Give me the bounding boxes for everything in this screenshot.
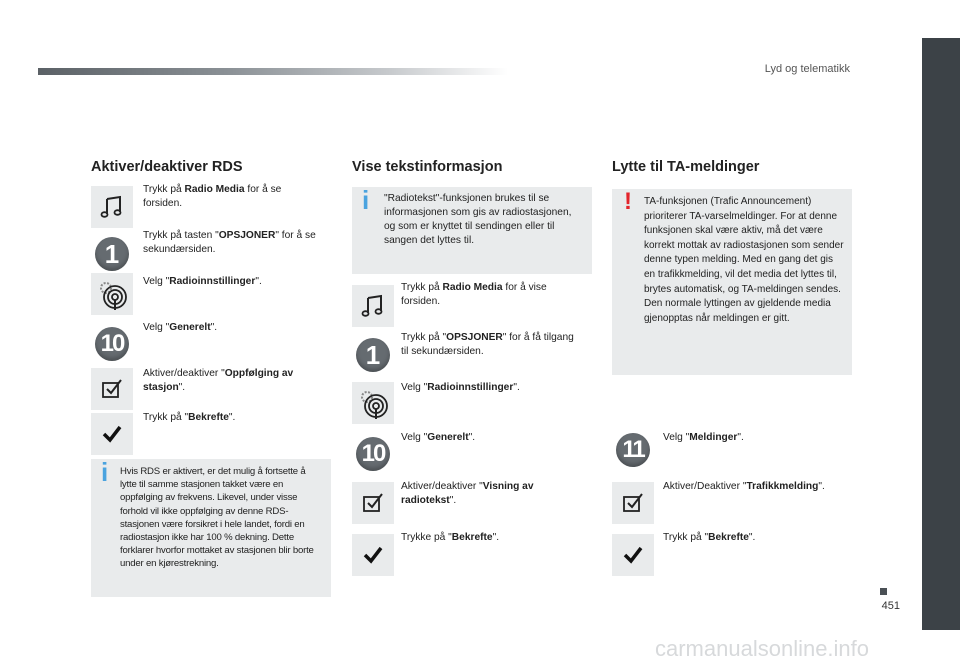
info-icon: i <box>362 185 370 215</box>
col2-step5-text: Aktiver/deaktiver "Visning av radiotekst". <box>401 481 534 506</box>
step-number-1: 1 <box>95 237 129 271</box>
page-marker <box>880 588 887 595</box>
col1-step5-icon-box <box>91 368 133 410</box>
col2-title: Vise tekstinformasjon <box>352 159 503 175</box>
col1-step1-icon-box <box>91 186 133 228</box>
col2-step2-text: Trykk på "OPSJONER" for å få tilgang til sekundærsiden. <box>401 332 574 357</box>
col1-step6-text: Trykk på "Bekrefte". <box>143 412 236 423</box>
checkbox-icon <box>621 491 645 515</box>
step-number-11: 11 <box>616 433 650 467</box>
col3-title: Lytte til TA-meldinger <box>612 159 760 175</box>
col3-step2-text: Aktiver/Deaktiver "Trafikkmelding". <box>663 481 825 492</box>
checkbox-icon <box>100 377 124 401</box>
checkmark-icon <box>101 423 123 445</box>
col1-step3-icon-box <box>91 273 133 315</box>
col3-warning-note-text: TA-funksjonen (Trafic Announcement) prioriterer TA-varselmeldinger. For at denne funksjonen skal være aktiv, må det være korrekt mottak av radiostasjonen som sender denne typen melding. Med en gang det gis en trafikkmelding, vil det media det lyttes til, brytes automatisk, og TA-meldingen sendes. Den normale lyttingen av gjeldende media gjenopptas når meldingen er gitt. <box>644 196 844 324</box>
music-note-icon <box>99 194 125 220</box>
radio-settings-icon <box>95 277 129 311</box>
col2-info-note-text: "Radiotekst"-funksjonen brukes til se informasjonen som gis av radiostasjonen, og som er knyttet til sendingen eller til sangen det lyttes til. <box>384 193 572 246</box>
footer-watermark: carmanualsonline.info <box>655 636 870 661</box>
col3-step3-icon-box <box>612 534 654 576</box>
music-note-icon <box>360 293 386 319</box>
page-edge-bar <box>922 38 960 630</box>
col1-step2-text: Trykk på tasten "OPSJONER" for å se sekundærsiden. <box>143 230 316 255</box>
warning-icon: ! <box>624 188 632 215</box>
col1-step4-text: Velg "Generelt". <box>143 322 218 333</box>
col3-step1-icon-box <box>612 429 654 471</box>
col2-step6-icon-box <box>352 534 394 576</box>
col1-info-note-text: Hvis RDS er aktivert, er det mulig å fortsette å lytte til samme stasjonen takket være en oppfølging av frekvens. Likevel, under visse forhold vil ikke oppfølging av denne RDS-stasjonen være forsikret i hele landet, fordi en radiostasjon ikke har 100 % dekning. Dette forklarer hvorfor mottaket av stasjonen blir borte under en kjørestrekning. <box>120 466 314 570</box>
col2-step1-icon-box <box>352 285 394 327</box>
col3-step1-text: Velg "Meldinger". <box>663 432 744 443</box>
header-rule <box>38 68 508 75</box>
checkmark-icon <box>362 544 384 566</box>
step-number-1: 1 <box>356 338 390 372</box>
checkbox-icon <box>361 491 385 515</box>
radio-settings-icon <box>356 386 390 420</box>
header-title: Lyd og telematikk <box>764 63 850 75</box>
col3-step2-icon-box <box>612 482 654 524</box>
col2-step2-icon-box <box>352 334 394 376</box>
info-icon: i <box>101 457 109 487</box>
col2-step3-text: Velg "Radioinnstillinger". <box>401 382 520 393</box>
col2-info-note <box>352 187 592 274</box>
col1-step1-text: Trykk på Radio Media for å se forsiden. <box>143 184 282 209</box>
col2-step5-icon-box <box>352 482 394 524</box>
col3-warning-note <box>612 189 852 375</box>
step-number-10: 10 <box>356 437 390 471</box>
col2-step1-text: Trykk på Radio Media for å vise forsiden. <box>401 282 547 307</box>
col1-step5-text: Aktiver/deaktiver "Oppfølging av stasjon". <box>143 368 294 393</box>
col1-title: Aktiver/deaktiver RDS <box>91 159 243 175</box>
step-number-10: 10 <box>95 327 129 361</box>
col2-step6-text: Trykke på "Bekrefte". <box>401 532 500 543</box>
col1-step2-icon-box <box>91 233 133 275</box>
col1-step4-icon-box <box>91 323 133 365</box>
col1-step6-icon-box <box>91 413 133 455</box>
col2-step3-icon-box <box>352 382 394 424</box>
col2-step4-icon-box <box>352 433 394 475</box>
col2-step4-text: Velg "Generelt". <box>401 432 476 443</box>
checkmark-icon <box>622 544 644 566</box>
col1-info-note <box>91 459 331 597</box>
page-number: 451 <box>881 600 900 612</box>
col1-step3-text: Velg "Radioinnstillinger". <box>143 276 262 287</box>
col3-step3-text: Trykk på "Bekrefte". <box>663 532 756 543</box>
